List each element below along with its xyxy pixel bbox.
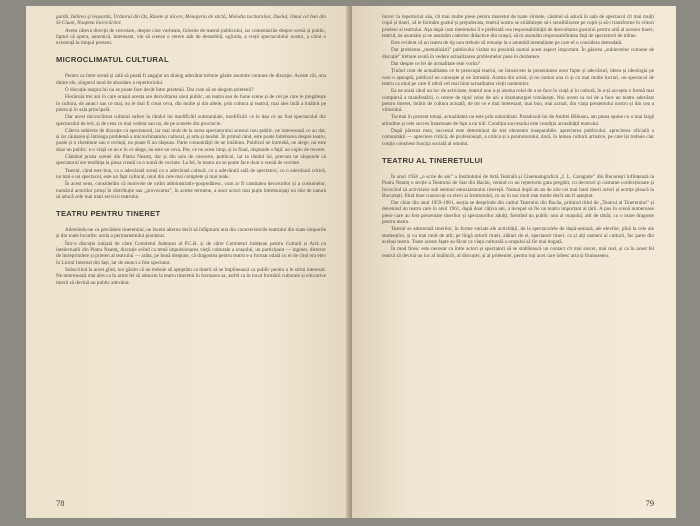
page-number-right: 79 (645, 498, 654, 508)
body-paragraph: În acest sens, considerăm că motivele de ordin administrativ-gospodăresc, cum ar fi cantitatea decorurilor și a costumelor, numărul actorilor prinși în distribuție sau „provocarea”, în aceste termene, a unor actori mai puțin întrebuințați nu sînt de natură să aducă cele mai mari servicii teatrului. (56, 181, 326, 200)
body-paragraph: După părerea mea, succesul este determinat de trei elemente inseparabile: aprecierea publicului, aprecierea oficială a comunității — apreciere critică, de profesioniști, a critica și a promotorului, dacă, în lumea culturii artistice, pe care își trebuie clar conțin conștient funcția socială al omului. (382, 128, 654, 147)
body-paragraph: Adresîndu-ne cu precădere tineretului, ne facem alterna decît să înfăptuim una din caracteristicile teatrului din toate timpurile și din toate locurile: acela a permanentului pionierat. (56, 227, 326, 240)
body-paragraph: Este evident că un teatru de tip nou trebuie să renunțe la o anumită mentalitate pe care el o considera demodată. (391, 40, 623, 47)
body-paragraph: Teatrul, când este bun, ca o adevărată scenă cu o adevărată cultură, cu o adevărată sală de spectatori, cu o adevărată critică, nu mai e un spectacol, este un fapt cultural, unul din cele mai complete și mai reale. (56, 167, 326, 180)
body-paragraph: În anul 1958 „o scrie de ani” a Institutului de Artă Teatrală și Cinematografică „I. L. Caragiale” din București înființează la Piatra Neamț o secție a Teatrului de Stat din Bacău, venind cu un repertoriu gata pregătit, cu decoruri și costume confecționate și încercînd să activizeze sub semnul entuziasmului tinereții. Numai după un an de zile cei mai buni tineri actori și actrițe pleacă la București, fiind bine cunoscuți ca elevi ai Institutului, ce au în noi mult mai multe decît am fi așteptat. (382, 173, 654, 199)
body-paragraph: Tocmai în prezent totuși, actualitatea nu este prin naturalism. Paradoxul-lui de Andrei Băleanu, am putea spune cu o mai largă atitudine și cele succes însemnate de fapt a nu trăi. Condiția succesului este condiția actualității teatrului. (382, 114, 654, 127)
body-paragraph: încerc la repertoriul său, cît mai multe piese pentru tineretul de toate vîrstele, căutînd să aducă în sala de spectacol cît mai mulți copii și tineri, să le formăm gustul și prejudecata, teatrul nostru se străduiește să-i sensibilizeze pe copii și să-i transforme în viitori prieteni ai teatrului. Așa după cum tineretului îi e preferată cea responsabilității de dezvoltarea gustului pentru artă al acestor tineri; teatrul, ne asumăm și ne asumăm cadrelor didactice din orașul, să ni asumăm responsabilitatea față de spectatorii de mîine. (382, 14, 654, 39)
body-paragraph: Fiecăruia trei ani în care orașul acesta are dezvoltarea unui public, un teatru sau de bune scene și de cel pe care le pregătește în cultura, de atunci sau ce mai, nu le mai fi creat ceva, din multe și din altele, prin cultura și teatrul, mai ales întâi a întâlnit pe piatra și în sala principală. (56, 94, 326, 113)
body-paragraph: Câteva subiecte de discuție cu spectatorul, iar mai mult de la sursa spectatorului acestui nou public, ne interesează ce au dat, și iar căutarea și întreaga problemă a microclimatului cultural, și arta și modul. În primul rând, este poate întrebarea despre teatru, poate și o chestiune sau o cerință, nu poate fi un răspuns. Parte comunității de ne întâlnim. Publicul ne întreabă, ne alege, nu este doar un public: e o viață ce nu e în ce alege, nu este un ceva. Pot, ce ne acest timp, și în final, răspunde o față: un cuplu de trecere. (56, 127, 326, 153)
body-paragraph: Într-o discuție inițiată de către Comitetul Județean al P.C.R. și de către Comitetul Județean pentru Cultură și Artă cu intelectualii din Piatra Neamț, discuție avînd ca temă impulsionarea vieții culturale a orașului, un participant — inginer, director de întreprindere și prieten al teatrului — arăta, pe bună dreptate, că dragostea pentru teatru s-a format odată cu el de cînd era elev în Liceul Internat din Iași, iar de atunci a fost spectator. (56, 240, 326, 266)
right-page (352, 6, 676, 518)
body-paragraph: Dar acest microclimat cultural sufere la rândul lui modificări substanțiale, modificări ce le dau ce au fost spectacolul din spectacolul de ieri, și de ceea ce mai vedem sau nu, de pe scenele din provincie. (56, 114, 326, 127)
right-page-text (382, 14, 654, 490)
body-paragraph: Dar chiar din anul 1959-1961, secția se desprinde din cadrul Teatrului din Bacău, primind titlul de „Teatrul al Tineretului” și devenind un teatru care în anul 1961, după doar câțiva ani, a început să fie un teatru important al țării. A pus în scenă numeroase piese care au fost prezentate tinerilor și spectatorilor adulți, formînd un public nou al orașului, atît de tânăr, cu o mare dragoste pentru teatru. (382, 200, 654, 226)
intro-paragraph: gardă, Iubirea și leoparda, Urătorul din Oz, Râsete și tăcere, Menajeria de sticlă, Melodia taciturnilor, Duelul, Omul cel bun din Sî-Ciuan, Noaptea încercărilor. (56, 14, 326, 27)
body-paragraph: O discuție asupra lui nu se poate face decât între prietenii. Dar cum să ne alegem prietenii? (65, 87, 254, 94)
section-title-teatru-al-tineretului: TEATRU AL TINERETULUI (382, 155, 483, 165)
intro-paragraph: Avem câteva direcții de cercetare, despre care vorbeam, folosite de teatrul publicului, iar comentariile despre scenă și public, faptul că opera, autentică, interesant, vin să creeze o cerere atât de deosebită, oglinda, a vieții spectacolului nostru, a cărui o existență la timpul prezent. (56, 27, 326, 47)
body-paragraph: Ținînd cont de actualitatea ce le preocupă teatrul, ne întoarcem la prezentarea unor fapte și adevăruri, ideea și ideologia pe care o așteaptă, publicul ne cunoaște și ne întreabă. Acesta din urmă, și nu numai una ci și cu mai multe lucruri, un spectacol de teatru ca unul pe care îl oferă cel mai bine actualitatea vieții oamenilor. (382, 68, 654, 87)
body-paragraph: Cântând proba scenei din Piatra Neamț, dar și din sala de concerte, publicul, iar la rândul lui, precum ne răspunde că spectatorul are tendința la piesa creată ca o sumă de cuvinte. La fel, în teatru nu se poate face doar o scenă de cuvinte. (56, 154, 326, 167)
section-title-microclimat: MICROCLIMATUL CULTURAL (56, 55, 169, 65)
body-paragraph: Ea ne arată când un loc de activitate, teatrul nou a-și asuma rolul de a se face în viață și în cultură, în a-și accepta o formă mai complexă a manifestării, o cerere de tipul celor de azi a dramaturgiei românești. Noi avem ca rol de a face un teatru adevărat pentru tineret, întărit de cultura actuală, de tot ce e mai interesant, mai bun, mai actual, din viața prezentului nostru și din cea a viitorului. (382, 88, 654, 114)
section-title-teatru-tineret: TEATRU PENTRU TINERET (56, 209, 161, 219)
body-paragraph: Subscriind la acest gînd, noi găsim că nu trebuie să așteptăm ca tinerii să se împlinească ca public pentru a le stîrni interesul. Ne interesează mai ales ca în acest fel să aducem la teatru tineretul în formarea sa, astfel ca în locul formării culturale și educative tinerii să devină un public adevărat. (56, 266, 326, 286)
body-paragraph: Pentru ca între scenă și sală să poată fi angajat un dialog adevărat trebuie găsite anumite comune de discuție. Aceste căi, una dintre ele, singurul mod de abordare a repertoriului. (56, 73, 326, 86)
left-page-text (56, 14, 326, 490)
left-page (26, 6, 350, 518)
page-number-left: 78 (56, 498, 65, 508)
body-paragraph: Dar despre ce fel de actualitate este vorba? (391, 61, 480, 68)
body-paragraph: În mod firesc este necesar ca între actori și spectatori să se stabilească un contact cît mai sincer, mai real, și ca în acest fel teatrul să devină un loc al întâlnirii, al discuției, și al prieteniei, pentru toți acei care iubesc arta și frumusețea. (382, 246, 654, 259)
body-paragraph: Dar problema „mentalizării” publicului vizitat nu prezintă numai acest aspect important. În găsirea „subiectelor comune de discuție” trebuie avută în vedere actualizarea problemelor puse în dezbatere. (382, 47, 654, 60)
body-paragraph: Teatrul se adresează tinerilor, în forme variate ale activității, de la spectacolele de după-amiază, ale elevilor, pînă la cele ale studenților, și cu mai mult de atît; pe lîngă actorii tineri, alături de ei, spectatori tineri, ca și alți oameni ai culturii, fac parte din același teatru. Toate aceste fapte au făcut ca viața culturală a orașului să fie mai bogată. (382, 226, 654, 245)
